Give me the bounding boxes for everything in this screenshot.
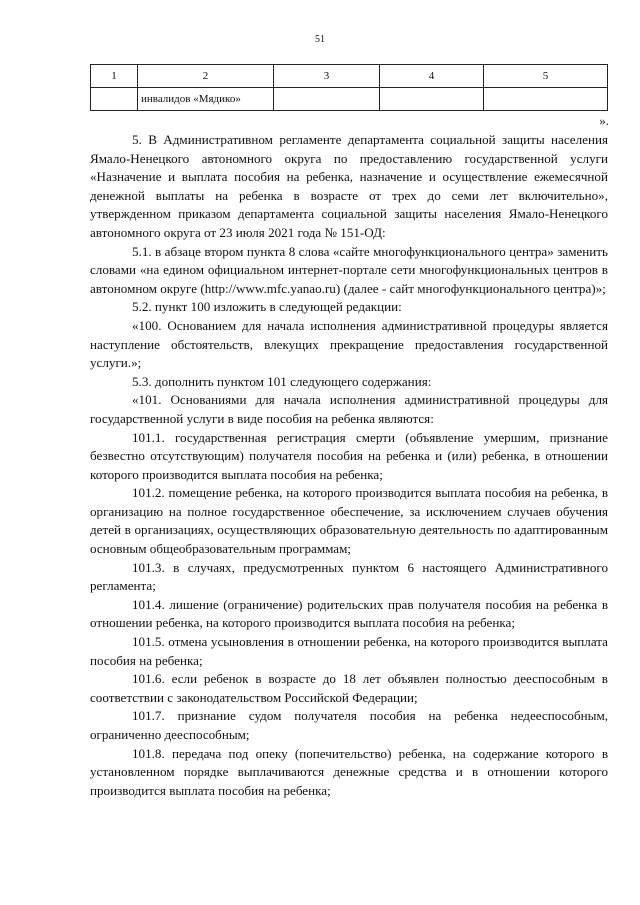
paragraph: 101.5. отмена усыновления в отношении ребенка, на которого производится выплата пособия на ребенка;: [90, 634, 608, 668]
paragraph: 5.3. дополнить пунктом 101 следующего содержания:: [132, 373, 432, 389]
paragraph: «101. Основаниями для начала исполнения административной процедуры для государственной услуги в виде пособия на ребенка являются:: [90, 392, 608, 426]
paragraph: 5. В Административном регламенте департамента социальной защиты населения Ямало-Ненецкого автономного округа по предоставлению государственной услуги «Назначение и выплата пособия на ребенка, назначение и осуществление ежемесячной денежной выплаты на ребенка в возрасте от трех до семи лет включительно», утвержденном приказом департамента социальной защиты населения Ямало-Ненецкого автономного округа от 23 июля 2021 года № 151-ОД:: [90, 132, 608, 240]
paragraph: 101.1. государственная регистрация смерти (объявление умершим, признание безвестно отсутствующим) получателя пособия на ребенка и (или) ребенка, в отношении которого производится выплата пособия на ребенка;: [90, 429, 608, 482]
table-cell: [274, 88, 380, 111]
table-header-cell: 2: [138, 65, 274, 88]
paragraph: 101.7. признание судом получателя пособия на ребенка недееспособным, ограниченно дееспособным;: [90, 708, 608, 742]
table-header-cell: 1: [91, 65, 138, 88]
paragraph: 5.2. пункт 100 изложить в следующей редакции:: [132, 299, 402, 315]
paragraph: 101.4. лишение (ограничение) родительских прав получателя пособия на ребенка в отношении ребенка, на которого производится выплата пособия на ребенка;: [90, 596, 608, 631]
paragraph: 101.3. в случаях, предусмотренных пунктом 6 настоящего Административного регламента;: [90, 559, 608, 594]
table-cell: [484, 88, 608, 111]
table-header-cell: 3: [274, 65, 380, 88]
table-header-cell: 4: [380, 65, 484, 88]
paragraph: 101.2. помещение ребенка, на которого производится выплата пособия на ребенка, в организацию на полное государственное обеспечение, за исключением случаев обучения детей в организациях, осуществляющих образовательную деятельность по адаптированным основным общеобразовательным программам;: [90, 485, 608, 557]
body-text: [90, 131, 608, 800]
paragraph: 101.8. передача под опеку (попечительство) ребенка, на содержание которого в установленном порядке выплачиваются денежные средства и в отношении которого производится выплата пособия на ребенка;: [90, 745, 608, 798]
table-header-row: [91, 65, 608, 88]
continuation-table: [90, 64, 608, 111]
table-cell: [91, 88, 138, 111]
closing-quote: ».: [599, 113, 609, 128]
paragraph: «100. Основанием для начала исполнения административной процедуры является наступление обстоятельств, влекущих прекращение предоставления государственной услуги.»;: [90, 317, 608, 371]
table-cell: инвалидов «Мядико»: [138, 88, 274, 111]
table-cell: [380, 88, 484, 111]
page-number: 51: [315, 34, 325, 45]
table-header-cell: 5: [484, 65, 608, 88]
paragraph: 5.1. в абзаце втором пункта 8 слова «сайте многофункционального центра» заменить словами «на едином официальном интернет-портале сети многофункциональных центров в автономном округе (http://www.mfc.yanao.ru) (далее - сайт многофункционального центра)»;: [90, 243, 608, 296]
table-row: [91, 88, 608, 111]
paragraph: 101.6. если ребенок в возрасте до 18 лет объявлен полностью дееспособным в соответствии с законодательством Российской Федерации;: [90, 671, 608, 705]
